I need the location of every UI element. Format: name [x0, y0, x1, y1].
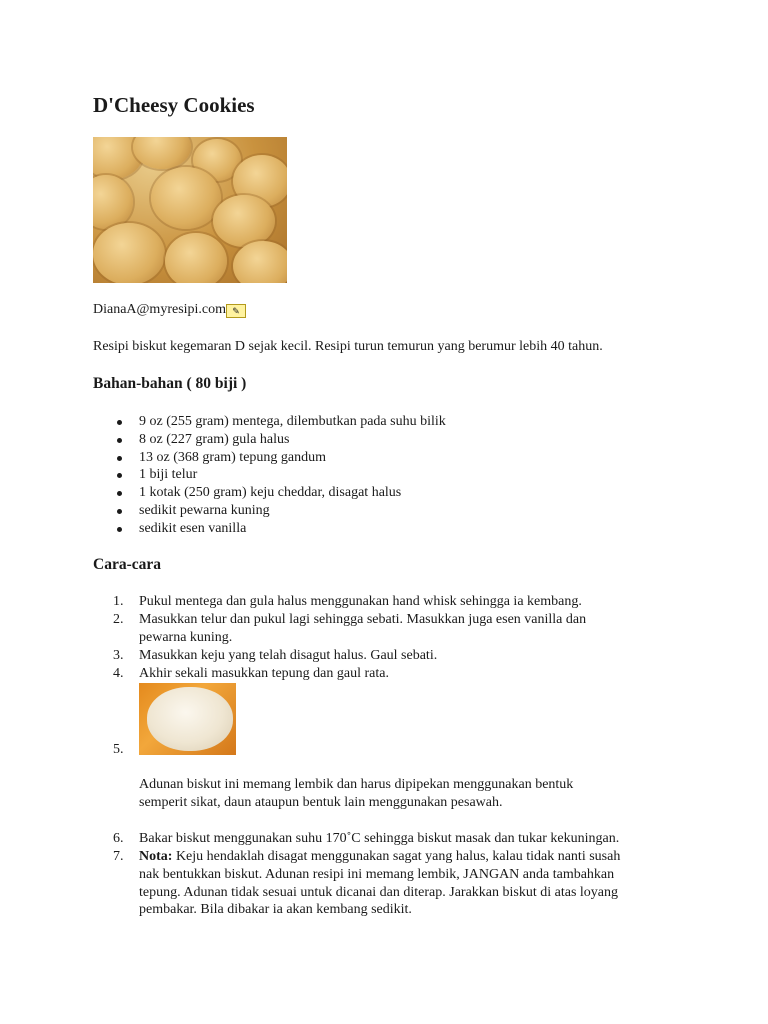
step-number: 6.	[113, 831, 124, 846]
list-item: sedikit pewarna kuning	[93, 502, 446, 520]
step-text: nak bentukkan biskut. Adunan resipi ini memang lembik, JANGAN anda tambahkan	[139, 866, 615, 882]
note-text: semperit sikat, daun ataupun bentuk lain menggunakan pesawah.	[139, 794, 503, 810]
step-text: tepung. Adunan tidak sesuai untuk dicanai dan diterap. Jarakkan biskut di atas loyang	[139, 884, 618, 900]
method-heading: Cara-cara	[93, 556, 161, 573]
ingredients-list	[93, 413, 446, 538]
step-5-note	[139, 776, 573, 812]
list-item: 1 kotak (250 gram) keju cheddar, disagat halus	[93, 484, 446, 502]
step-text: pewarna kuning.	[139, 629, 233, 645]
note-label: Nota:	[139, 849, 173, 864]
step-number: 7.	[113, 849, 124, 864]
edit-pen-icon[interactable]: ✎	[226, 304, 246, 318]
ingredients-heading: Bahan-bahan ( 80 biji )	[93, 375, 247, 392]
page-title: D'Cheesy Cookies	[93, 93, 255, 117]
list-item: 1 biji telur	[93, 466, 446, 484]
list-item: 8 oz (227 gram) gula halus	[93, 431, 446, 449]
author-email[interactable]: DianaA@myresipi.com	[93, 302, 227, 317]
step-number: 3.	[113, 648, 124, 663]
author-line	[93, 302, 246, 318]
step-number: 5.	[113, 742, 124, 757]
list-item: 13 oz (368 gram) tepung gandum	[93, 449, 446, 467]
step-text: Keju hendaklah disagat menggunakan sagat yang halus, kalau tidak nanti susah	[172, 849, 621, 864]
step-text: Akhir sekali masukkan tepung dan gaul rata.	[139, 666, 389, 681]
step-number: 2.	[113, 612, 124, 627]
step-text: Bakar biskut menggunakan suhu 170˚C sehingga biskut masak dan tukar kekuningan.	[139, 831, 620, 846]
dough-photo	[139, 683, 236, 755]
note-text: Adunan biskut ini memang lembik dan harus dipipekan menggunakan bentuk	[139, 777, 574, 792]
step-text: Masukkan keju yang telah disagut halus. Gaul sebati.	[139, 648, 438, 663]
intro-text: Resipi biskut kegemaran D sejak kecil. Resipi turun temurun yang berumur lebih 40 tahun.	[93, 339, 603, 354]
step-number: 1.	[113, 594, 124, 609]
step-number: 4.	[113, 666, 124, 681]
list-item: sedikit esen vanilla	[93, 520, 446, 538]
cookies-photo	[93, 137, 287, 283]
step-text: pembakar. Bila dibakar ia akan kembang sedikit.	[139, 902, 412, 918]
list-item: 9 oz (255 gram) mentega, dilembutkan pada suhu bilik	[93, 413, 446, 431]
step-text: Masukkan telur dan pukul lagi sehingga sebati. Masukkan juga esen vanilla dan	[139, 612, 587, 627]
step-text: Pukul mentega dan gula halus menggunakan hand whisk sehingga ia kembang.	[139, 594, 582, 609]
